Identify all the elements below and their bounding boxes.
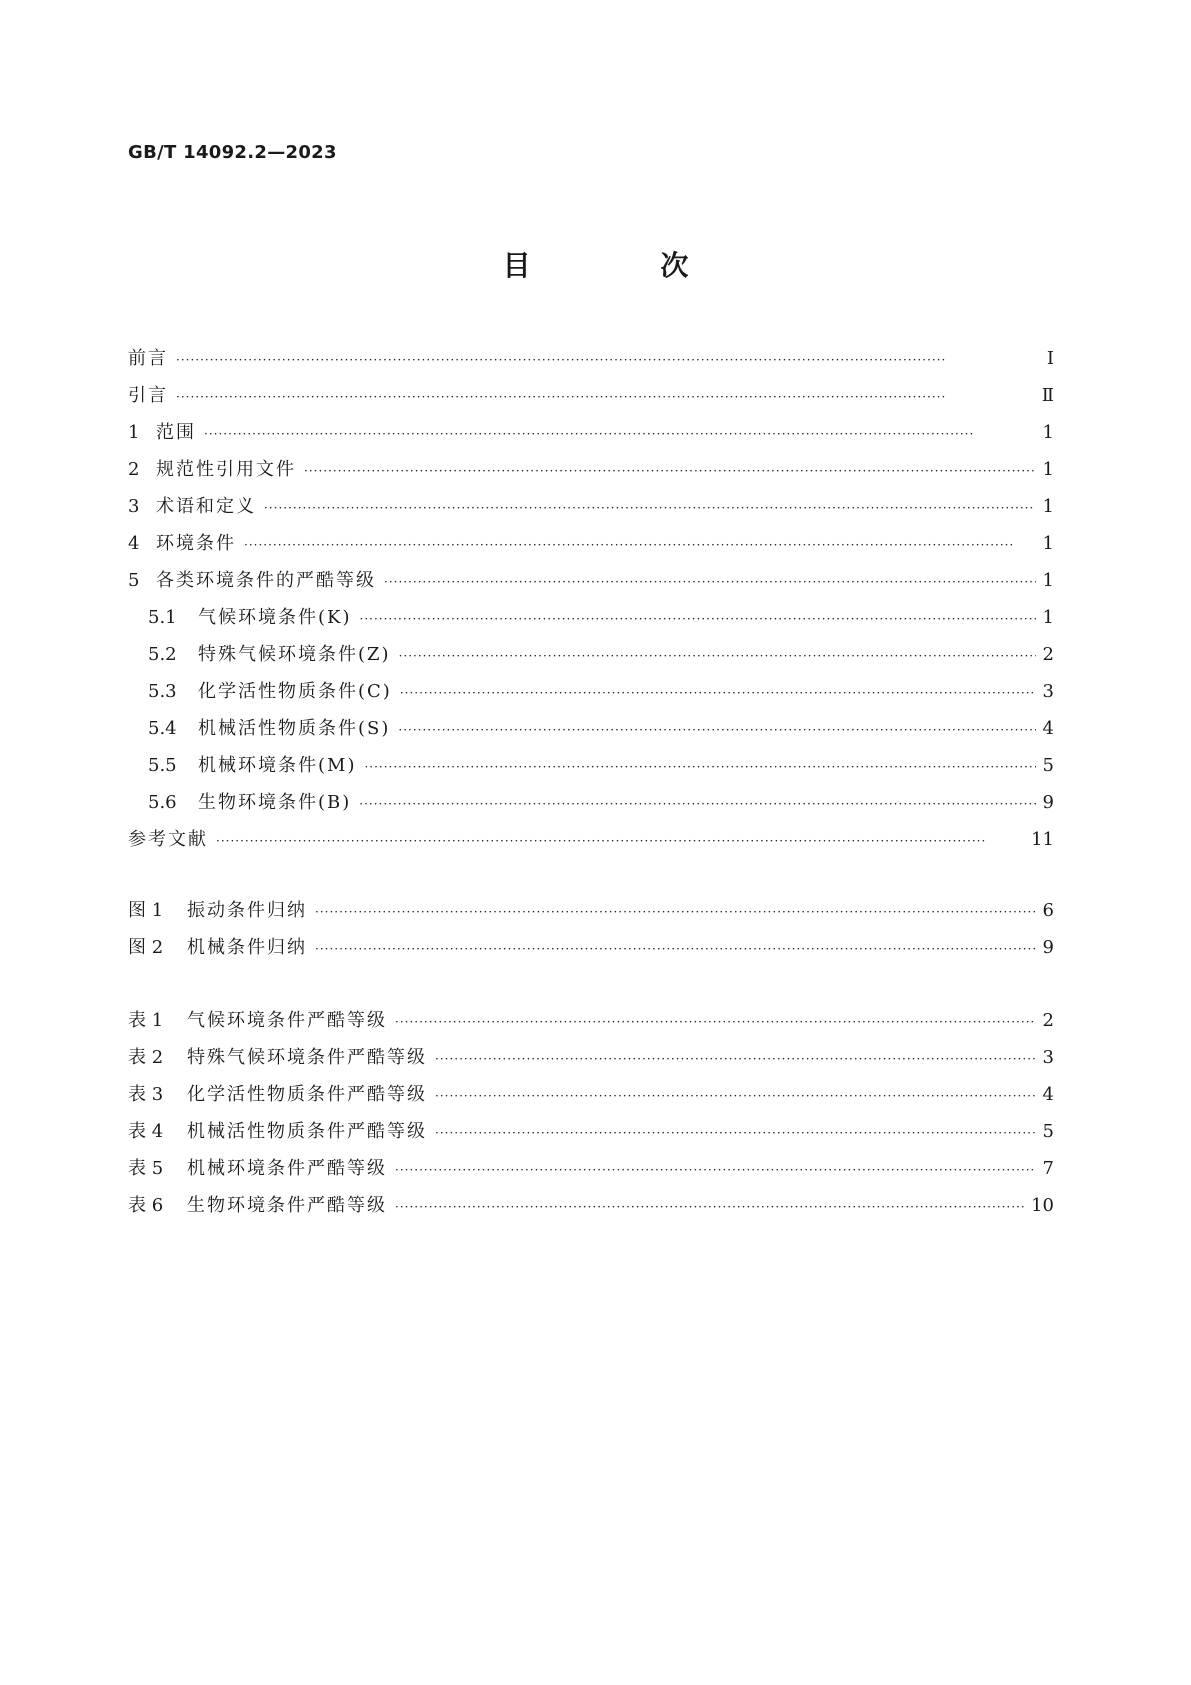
toc-entry-normative-references[interactable] bbox=[128, 455, 1054, 492]
toc-entry-terms-definitions[interactable] bbox=[128, 492, 1054, 529]
toc-main-list bbox=[128, 344, 1054, 862]
toc-entry-label: 气候环境条件严酷等级 bbox=[187, 1010, 387, 1031]
toc-entry-label: 气候环境条件(K) bbox=[198, 607, 352, 628]
document-code: GB/T 14092.2—2023 bbox=[128, 142, 337, 163]
toc-entry-page: 7 bbox=[1042, 1158, 1054, 1179]
toc-entry-page: 1 bbox=[1042, 459, 1054, 480]
dot-leader bbox=[395, 1200, 1025, 1214]
dot-leader bbox=[204, 427, 1036, 441]
toc-entry-label: 生物环境条件(B) bbox=[198, 792, 352, 813]
toc-entry-number: 表 4 bbox=[128, 1121, 164, 1142]
toc-entry-label: 化学活性物质条件(C) bbox=[198, 681, 392, 702]
toc-entry-number: 2 bbox=[128, 459, 140, 480]
toc-entry-page: 4 bbox=[1042, 1084, 1054, 1105]
toc-entry-5-6[interactable] bbox=[128, 788, 1054, 825]
toc-entry-foreword[interactable] bbox=[128, 344, 1054, 381]
dot-leader bbox=[400, 686, 1036, 700]
toc-entry-page: 1 bbox=[1042, 422, 1054, 443]
toc-entry-severity-classes[interactable] bbox=[128, 566, 1054, 603]
toc-entry-5-5[interactable] bbox=[128, 751, 1054, 788]
toc-entry-scope[interactable] bbox=[128, 418, 1054, 455]
toc-figures-list bbox=[128, 896, 1054, 970]
dot-leader bbox=[176, 353, 1036, 367]
dot-leader bbox=[264, 501, 1036, 515]
toc-entry-label: 机械环境条件(M) bbox=[198, 755, 357, 776]
toc-entry-number: 图 2 bbox=[128, 937, 164, 958]
toc-entry-5-3[interactable] bbox=[128, 677, 1054, 714]
dot-leader bbox=[315, 942, 1036, 956]
toc-entry-label: 特殊气候环境条件严酷等级 bbox=[187, 1047, 427, 1068]
toc-entry-label: 各类环境条件的严酷等级 bbox=[156, 570, 376, 591]
toc-entry-table-6[interactable] bbox=[128, 1191, 1054, 1228]
toc-entry-page: 9 bbox=[1042, 937, 1054, 958]
toc-entry-number: 5 bbox=[128, 570, 140, 591]
toc-entry-page: Ⅰ bbox=[1046, 348, 1054, 369]
toc-entry-page: 1 bbox=[1042, 496, 1054, 517]
toc-entry-label: 机械条件归纳 bbox=[187, 937, 307, 958]
toc-entry-page: 2 bbox=[1042, 1010, 1054, 1031]
toc-entry-figure-1[interactable] bbox=[128, 896, 1054, 933]
toc-entry-number: 表 2 bbox=[128, 1047, 164, 1068]
toc-entry-page: 5 bbox=[1042, 755, 1054, 776]
toc-entry-number: 5.4 bbox=[148, 718, 177, 739]
toc-entry-label: 引言 bbox=[128, 385, 168, 406]
toc-entry-label: 规范性引用文件 bbox=[156, 459, 296, 480]
toc-entry-page: 10 bbox=[1031, 1195, 1054, 1216]
toc-entry-page: 9 bbox=[1042, 792, 1054, 813]
toc-entry-label: 机械环境条件严酷等级 bbox=[187, 1158, 387, 1179]
toc-entry-page: 5 bbox=[1042, 1121, 1054, 1142]
toc-entry-page: 1 bbox=[1042, 607, 1054, 628]
toc-entry-5-1[interactable] bbox=[128, 603, 1054, 640]
toc-title: 目 次 bbox=[502, 249, 749, 282]
dot-leader bbox=[360, 612, 1037, 626]
dot-leader bbox=[384, 575, 1036, 589]
toc-entry-number: 表 1 bbox=[128, 1010, 164, 1031]
toc-entry-figure-2[interactable] bbox=[128, 933, 1054, 970]
toc-entry-table-3[interactable] bbox=[128, 1080, 1054, 1117]
toc-entry-number: 1 bbox=[128, 422, 140, 443]
toc-entry-page: 3 bbox=[1042, 1047, 1054, 1068]
toc-entry-label: 环境条件 bbox=[156, 533, 236, 554]
toc-entry-page: 3 bbox=[1042, 681, 1054, 702]
dot-leader bbox=[176, 390, 1036, 404]
toc-entry-number: 3 bbox=[128, 496, 140, 517]
toc-entry-table-4[interactable] bbox=[128, 1117, 1054, 1154]
toc-entry-number: 图 1 bbox=[128, 900, 164, 921]
toc-entry-table-5[interactable] bbox=[128, 1154, 1054, 1191]
toc-entry-label: 范围 bbox=[156, 422, 196, 443]
toc-entry-5-4[interactable] bbox=[128, 714, 1054, 751]
toc-entry-environmental-conditions[interactable] bbox=[128, 529, 1054, 566]
toc-entry-number: 4 bbox=[128, 533, 140, 554]
dot-leader bbox=[435, 1089, 1036, 1103]
toc-entry-label: 术语和定义 bbox=[156, 496, 256, 517]
dot-leader bbox=[359, 797, 1036, 811]
toc-entry-label: 机械活性物质条件(S) bbox=[198, 718, 391, 739]
toc-entry-label: 化学活性物质条件严酷等级 bbox=[187, 1084, 427, 1105]
toc-entry-5-2[interactable] bbox=[128, 640, 1054, 677]
dot-leader bbox=[435, 1126, 1036, 1140]
toc-entry-page: 1 bbox=[1042, 570, 1054, 591]
toc-entry-number: 5.2 bbox=[148, 644, 177, 665]
toc-entry-page: 6 bbox=[1042, 900, 1054, 921]
dot-leader bbox=[435, 1052, 1036, 1066]
toc-entry-label: 生物环境条件严酷等级 bbox=[187, 1195, 387, 1216]
dot-leader bbox=[216, 834, 1025, 848]
dot-leader bbox=[398, 723, 1036, 737]
toc-entry-number: 5.6 bbox=[148, 792, 177, 813]
toc-entry-number: 表 3 bbox=[128, 1084, 164, 1105]
toc-entry-label: 参考文献 bbox=[128, 829, 208, 850]
dot-leader bbox=[395, 1163, 1036, 1177]
toc-entry-number: 5.1 bbox=[148, 607, 177, 628]
dot-leader bbox=[364, 760, 1036, 774]
toc-entry-bibliography[interactable] bbox=[128, 825, 1054, 862]
toc-entry-page: 11 bbox=[1031, 829, 1054, 850]
toc-entry-page: Ⅱ bbox=[1041, 385, 1054, 406]
dot-leader bbox=[395, 1015, 1036, 1029]
toc-entry-page: 4 bbox=[1042, 718, 1054, 739]
toc-entry-table-1[interactable] bbox=[128, 1006, 1054, 1043]
toc-entry-label: 振动条件归纳 bbox=[187, 900, 307, 921]
toc-entry-label: 机械活性物质条件严酷等级 bbox=[187, 1121, 427, 1142]
toc-entry-label: 前言 bbox=[128, 348, 168, 369]
toc-entry-number: 5.3 bbox=[148, 681, 177, 702]
toc-entry-number: 5.5 bbox=[148, 755, 177, 776]
dot-leader bbox=[244, 538, 1036, 552]
toc-entry-introduction[interactable] bbox=[128, 381, 1054, 418]
toc-entry-number: 表 6 bbox=[128, 1195, 164, 1216]
toc-entry-number: 表 5 bbox=[128, 1158, 164, 1179]
dot-leader bbox=[399, 649, 1036, 663]
toc-tables-list bbox=[128, 1006, 1054, 1228]
toc-entry-label: 特殊气候环境条件(Z) bbox=[198, 644, 391, 665]
dot-leader bbox=[304, 464, 1036, 478]
toc-entry-page: 2 bbox=[1042, 644, 1054, 665]
toc-entry-page: 1 bbox=[1042, 533, 1054, 554]
toc-entry-table-2[interactable] bbox=[128, 1043, 1054, 1080]
dot-leader bbox=[315, 905, 1036, 919]
